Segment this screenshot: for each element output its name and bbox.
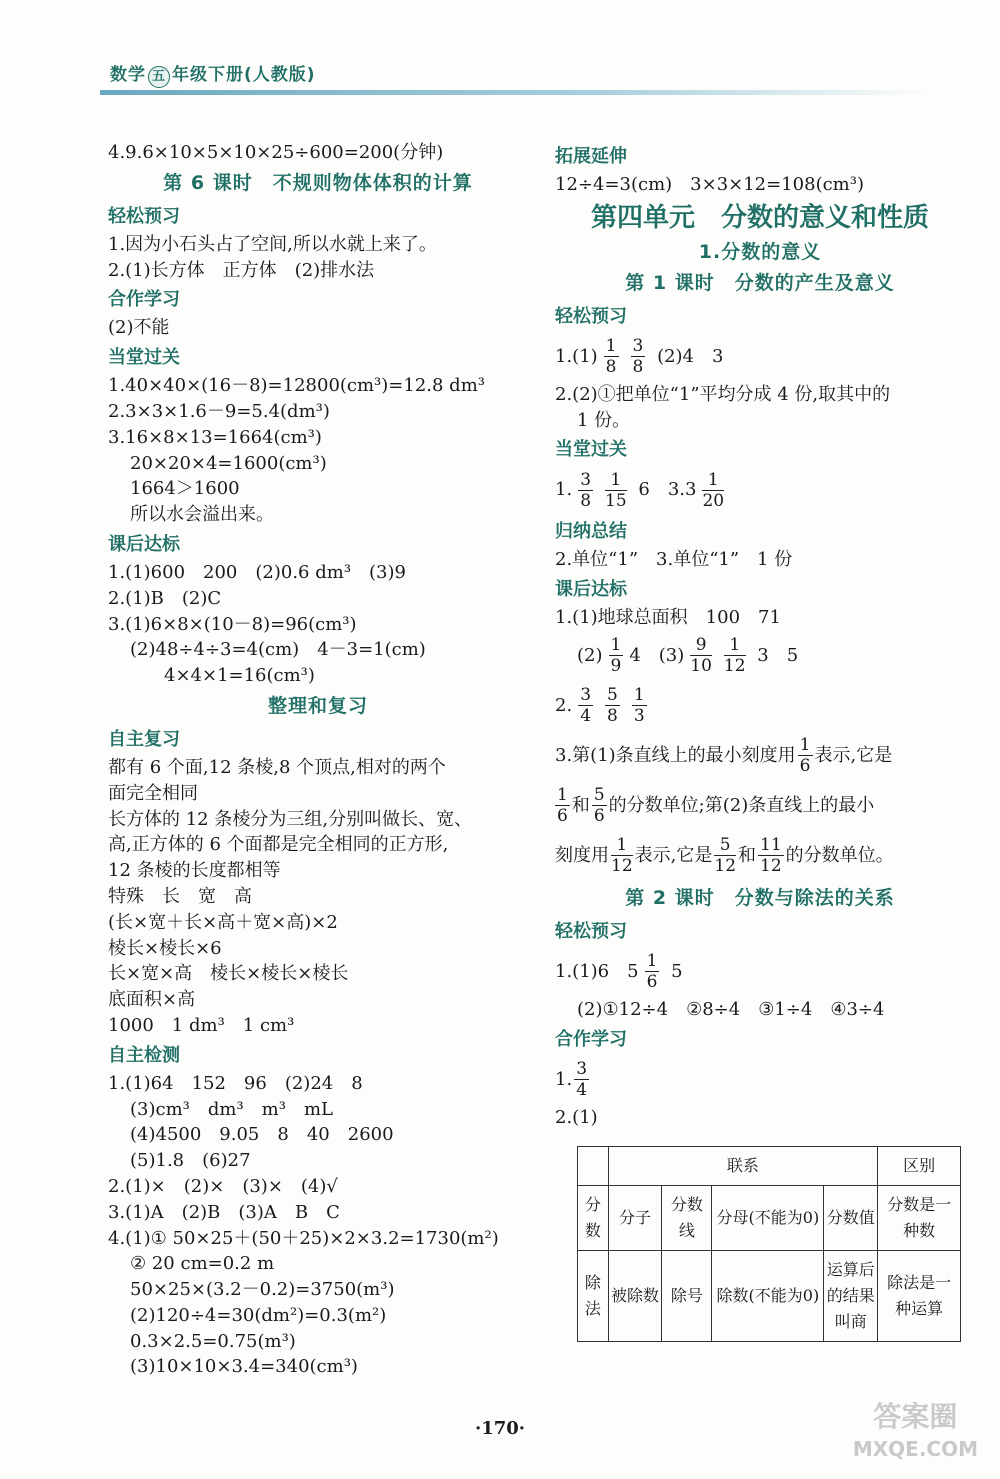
watermark-logo — [853, 1401, 978, 1465]
table-cell: 分母(不能为0) — [712, 1186, 824, 1251]
subsection-title: 1.分数的意义 — [698, 240, 822, 263]
lesson-title: 第 6 课时 不规则物体体积的计算 — [163, 171, 473, 194]
grade-circle-badge: 五 — [148, 66, 170, 88]
denominator: 4 — [580, 706, 592, 727]
text: 4 (3) — [629, 644, 685, 666]
answer-line: 4.(1)① 50×25＋(50＋25)×2×3.2=1730(m²) — [108, 1227, 499, 1249]
answer-line: 2.(1)× (2)× (3)× (4)√ — [108, 1175, 338, 1197]
denominator: 3 — [633, 706, 645, 727]
unit-title: 第四单元 分数的意义和性质 — [590, 202, 929, 233]
fraction — [702, 470, 724, 511]
denominator: 12 — [723, 656, 746, 677]
fraction — [605, 470, 627, 511]
fraction — [578, 685, 593, 726]
denominator: 6 — [799, 756, 811, 777]
numerator: 1 — [611, 835, 633, 856]
table-cell: 除数(不能为0) — [712, 1251, 824, 1342]
header-subject: 数学 — [110, 65, 146, 85]
fraction — [758, 835, 784, 876]
section-heading: 当堂过关 — [108, 347, 180, 369]
denominator: 20 — [702, 490, 725, 511]
numerator: 5 — [714, 835, 736, 856]
answer-line — [555, 1055, 965, 1105]
table-cell: 除法是一种运算 — [878, 1251, 961, 1342]
left-column — [108, 140, 528, 1380]
answer-line: 长方体的 12 条棱分为三组,分别叫做长、宽、 — [108, 808, 473, 830]
numerator: 1 — [724, 635, 746, 656]
table-cell: 运算后的结果叫商 — [824, 1251, 878, 1342]
answer-line — [555, 831, 965, 881]
review-title: 整理和复习 — [267, 694, 368, 717]
denominator: 6 — [557, 806, 568, 827]
fraction — [798, 735, 813, 776]
lesson-title: 第 2 课时 分数与除法的关系 — [625, 886, 895, 909]
answer-line: ② 20 cm=0.2 m — [130, 1253, 275, 1275]
fraction — [592, 785, 607, 826]
answer-line — [555, 947, 965, 997]
text: 2. — [555, 694, 573, 716]
page-header — [110, 60, 316, 88]
section-heading: 轻松预习 — [555, 920, 627, 942]
answer-line: 都有 6 个面,12 条棱,8 个顶点,相对的两个 — [108, 756, 446, 778]
text: 刻度用 — [555, 844, 609, 866]
table-header-row — [578, 1147, 961, 1186]
numerator: 9 — [690, 635, 712, 656]
table-header-cell: 区别 — [878, 1147, 961, 1186]
text: 和 — [738, 844, 757, 866]
answer-line: (4)4500 9.05 8 40 2600 — [130, 1124, 394, 1146]
right-column — [555, 140, 965, 1131]
answer-line: 4×4×1=16(cm³) — [164, 665, 315, 687]
answer-line: 3.16×8×13=1664(cm³) — [108, 426, 322, 448]
numerator: 3 — [632, 336, 644, 357]
text: 1. — [555, 479, 573, 501]
answer-line: 2.(2)①把单位“1”平均分成 4 份,取其中的 — [555, 383, 891, 405]
section-heading: 自主检测 — [108, 1044, 180, 1066]
answer-line: 2.(1)B (2)C — [108, 587, 222, 609]
numerator: 5 — [593, 785, 605, 806]
text: 表示,它是 — [634, 844, 713, 866]
answer-line: 高,正方体的 6 个面都是完全相同的正方形, — [108, 834, 449, 856]
answer-line — [555, 465, 965, 515]
section-heading: 自主复习 — [108, 728, 180, 750]
answer-line: (长×宽＋长×高＋宽×高)×2 — [108, 911, 338, 933]
section-heading: 当堂过关 — [555, 439, 627, 461]
denominator: 8 — [607, 706, 618, 727]
text: 5 — [671, 960, 683, 982]
header-grade-text: 年级下册(人教版) — [172, 65, 316, 85]
page-number: ·170· — [474, 1418, 526, 1439]
text: 的分数单位;第(2)条直线上的最小 — [608, 794, 875, 816]
answer-line: 长×宽×高 棱长×棱长×棱长 — [108, 963, 349, 985]
numerator: 1 — [702, 470, 724, 491]
table-header-cell: 联系 — [608, 1147, 878, 1186]
fraction — [578, 470, 593, 511]
table-cell: 分数线 — [662, 1186, 712, 1251]
watermark-text: 答案圈 — [873, 1400, 958, 1433]
numerator: 3 — [580, 469, 592, 490]
denominator: 8 — [580, 490, 592, 511]
text: 1.(1)6 5 — [555, 960, 639, 982]
answer-line: 1.40×40×(16－8)=12800(cm³)=12.8 dm³ — [108, 375, 485, 397]
text: (2) — [577, 644, 603, 666]
fraction — [690, 635, 712, 676]
answer-line: 2.单位“1” 3.单位“1” 1 份 — [555, 549, 793, 571]
fraction — [645, 951, 660, 992]
numerator: 3 — [576, 1059, 588, 1080]
denominator: 8 — [605, 357, 617, 378]
answer-line — [555, 681, 965, 731]
answer-line: 所以水会溢出来。 — [130, 504, 274, 526]
answer-line: 0.3×2.5=0.75(m³) — [130, 1330, 296, 1352]
answer-line: (2)不能 — [108, 317, 170, 339]
denominator: 8 — [632, 357, 644, 378]
answer-line: 2.(1)长方体 正方体 (2)排水法 — [108, 259, 375, 281]
numerator: 1 — [557, 785, 568, 806]
section-heading: 轻松预习 — [555, 305, 627, 327]
numerator: 11 — [760, 835, 782, 856]
answer-line: (3)cm³ dm³ m³ mL — [130, 1098, 333, 1120]
answer-line — [555, 332, 965, 382]
denominator: 12 — [611, 856, 633, 877]
text: 表示,它是 — [814, 744, 893, 766]
answer-line: 1.(1)600 200 (2)0.6 dm³ (3)9 — [108, 561, 406, 583]
answer-line: 4.9.6×10×5×10×25÷600=200(分钟) — [108, 142, 444, 163]
fraction — [609, 635, 624, 676]
answer-line: (2)48÷4÷3=4(cm) 4－3=1(cm) — [130, 639, 426, 661]
lesson-title: 第 1 课时 分数的产生及意义 — [625, 271, 895, 294]
answer-line: 面完全相同 — [108, 782, 198, 804]
answer-line — [555, 631, 965, 681]
text: 1.(1) — [555, 345, 598, 367]
table-cell: 被除数 — [608, 1251, 662, 1342]
answer-line: 1.(1)64 152 96 (2)24 8 — [108, 1072, 363, 1094]
answer-line: 1.因为小石头占了空间,所以水就上来了。 — [108, 233, 437, 255]
fraction — [555, 785, 570, 826]
numerator: 1 — [633, 685, 645, 706]
fraction — [574, 1059, 589, 1100]
numerator: 1 — [610, 635, 622, 656]
answer-line — [555, 731, 965, 781]
denominator: 6 — [593, 806, 605, 827]
text: 3 5 — [757, 644, 799, 666]
answer-line: 1000 1 dm³ 1 cm³ — [108, 1014, 295, 1036]
answer-line: 特殊 长 宽 高 — [108, 885, 252, 907]
numerator: 1 — [605, 470, 627, 491]
table-cell: 分数是一种数 — [878, 1186, 961, 1251]
numerator: 1 — [646, 951, 658, 972]
numerator: 3 — [580, 685, 592, 706]
denominator: 9 — [610, 656, 622, 677]
answer-line — [555, 781, 965, 831]
table-cell: 分子 — [608, 1186, 662, 1251]
answer-line: (2)①12÷4 ②8÷4 ③1÷4 ④3÷4 — [577, 998, 885, 1020]
numerator: 5 — [607, 685, 618, 706]
text: (2)4 3 — [657, 345, 724, 367]
text: 的分数单位。 — [785, 844, 894, 866]
table-row — [578, 1186, 961, 1251]
text: 1. — [555, 1068, 573, 1090]
answer-line: 底面积×高 — [108, 989, 196, 1011]
section-heading: 课后达标 — [555, 579, 627, 601]
text: 和 — [571, 794, 590, 816]
fraction — [605, 685, 620, 726]
table-cell — [578, 1147, 609, 1186]
answer-line: 棱长×棱长×6 — [108, 937, 222, 959]
denominator: 10 — [690, 656, 712, 677]
comparison-table — [577, 1146, 961, 1342]
answer-line: (5)1.8 (6)27 — [130, 1150, 251, 1172]
numerator: 1 — [605, 336, 617, 357]
denominator: 12 — [714, 856, 737, 877]
answer-line: 12 条棱的长度都相等 — [108, 860, 281, 882]
answer-line: 12÷4=3(cm) 3×3×12=108(cm³) — [555, 174, 864, 195]
section-heading: 归纳总结 — [555, 521, 627, 543]
fraction — [631, 336, 646, 377]
table-cell: 除法 — [578, 1251, 609, 1342]
answer-line: 2.(1) — [555, 1106, 598, 1128]
answer-line: 50×25×(3.2－0.2)=3750(m³) — [130, 1279, 395, 1301]
denominator: 12 — [760, 856, 782, 877]
answer-line: 1 份。 — [577, 409, 631, 431]
answer-line: 2.3×3×1.6－9=5.4(dm³) — [108, 400, 330, 422]
table-cell: 除号 — [662, 1251, 712, 1342]
denominator: 6 — [646, 972, 658, 993]
fraction — [604, 336, 619, 377]
fraction — [714, 835, 736, 876]
answer-line: 3.(1)6×8×(10－8)=96(cm³) — [108, 613, 357, 635]
table-row — [578, 1251, 961, 1342]
section-heading: 合作学习 — [555, 1028, 627, 1050]
answer-line: (2)120÷4=30(dm²)=0.3(m²) — [130, 1304, 387, 1326]
denominator: 4 — [576, 1080, 588, 1101]
header-divider — [100, 90, 930, 95]
numerator: 1 — [799, 735, 811, 756]
table-cell: 分数 — [578, 1186, 609, 1251]
text: 6 3.3 — [638, 479, 697, 501]
denominator: 15 — [605, 490, 627, 511]
table-cell: 分数值 — [824, 1186, 878, 1251]
section-heading: 合作学习 — [108, 289, 180, 311]
fraction — [632, 685, 647, 726]
answer-line: 3.(1)A (2)B (3)A B C — [108, 1201, 340, 1223]
section-heading: 拓展延伸 — [555, 146, 627, 167]
fraction — [724, 635, 746, 676]
section-heading: 课后达标 — [108, 533, 180, 555]
answer-line: (3)10×10×3.4=340(cm³) — [130, 1356, 358, 1378]
answer-line: 1664＞1600 — [130, 478, 240, 500]
text: 3.第(1)条直线上的最小刻度用 — [555, 744, 796, 766]
answer-line: 1.(1)地球总面积 100 71 — [555, 607, 781, 629]
fraction — [611, 835, 633, 876]
watermark-url: MXQE.COM — [852, 1437, 978, 1461]
answer-line: 20×20×4=1600(cm³) — [130, 452, 327, 474]
section-heading: 轻松预习 — [108, 205, 180, 227]
